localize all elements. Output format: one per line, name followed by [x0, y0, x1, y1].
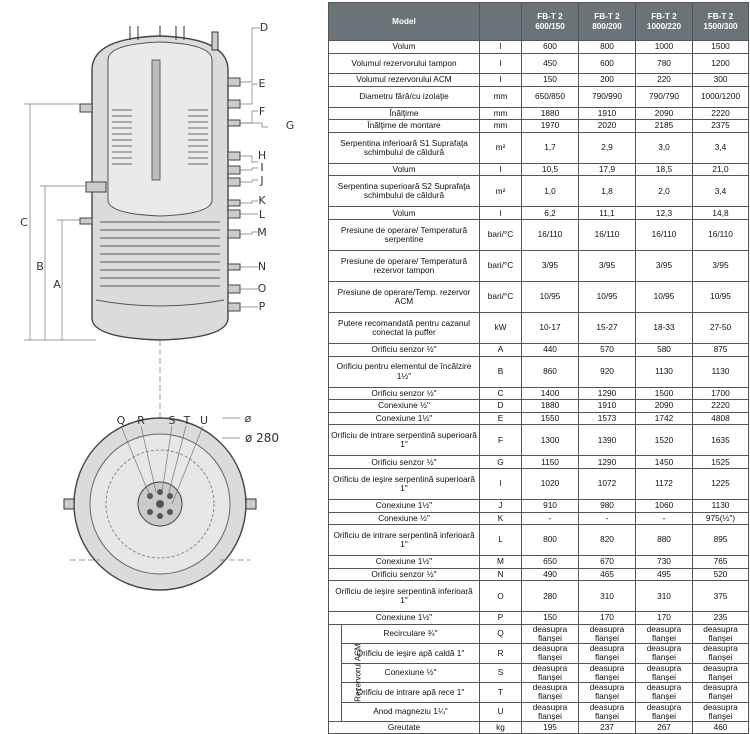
acm-row-unit: U: [480, 702, 522, 721]
acm-group-title: Rezervorul ACM: [353, 643, 363, 703]
acm-row-value: deasupra flanşei: [579, 644, 636, 663]
row-value: 10,5: [522, 163, 579, 176]
row-value: 570: [579, 343, 636, 356]
table-row: [329, 281, 749, 312]
row-label: Orificiu de intrare serpentină superioară 1": [329, 425, 480, 456]
table-row: [329, 412, 749, 425]
row-value: 670: [579, 556, 636, 569]
row-value: 800: [522, 525, 579, 556]
row-unit: C: [480, 387, 522, 400]
row-value: 1390: [579, 425, 636, 456]
acm-table-row: [329, 644, 749, 663]
row-value: 2185: [636, 120, 693, 133]
acm-row-label: Conexiune ½": [342, 663, 480, 682]
header-col-2: FB-T 2 800/200: [579, 3, 636, 41]
weight-label: Greutate: [329, 721, 480, 733]
row-value: 170: [636, 612, 693, 625]
row-label: Orificiu de ieşire serpentină superioară 1": [329, 468, 480, 499]
row-value: 14,8: [693, 207, 749, 220]
row-unit: l: [480, 41, 522, 54]
acm-row-unit: Q: [480, 624, 522, 643]
row-label: Diametru fără/cu izolaţie: [329, 86, 480, 107]
row-value: 440: [522, 343, 579, 356]
row-value: 310: [636, 581, 693, 612]
row-label: Orificiu de ieşire serpentină inferioară 1": [329, 581, 480, 612]
row-unit: G: [480, 456, 522, 469]
header-col-1: FB-T 2 600/150: [522, 3, 579, 41]
row-value: 300: [693, 74, 749, 87]
row-label: Presiune de operare/ Temperatură rezervor tampon: [329, 250, 480, 281]
row-label: Conexiune 1½": [329, 499, 480, 512]
tank-drawing-svg: [0, 0, 328, 612]
row-value: 6,2: [522, 207, 579, 220]
top-label-Q: Q: [116, 414, 126, 427]
row-value: 220: [636, 74, 693, 87]
weight-value: 267: [636, 721, 693, 733]
label-N: N: [257, 260, 267, 273]
acm-row-value: deasupra flanşei: [522, 644, 579, 663]
row-value: 2,9: [579, 132, 636, 163]
row-value: 1500: [693, 41, 749, 54]
row-label: Volum: [329, 41, 480, 54]
acm-row-label: Orificiu de intrare apă rece 1": [342, 683, 480, 702]
row-unit: bari/°C: [480, 281, 522, 312]
row-value: 1880: [522, 400, 579, 413]
row-label: Presiune de operare/ Temperatură serpentine: [329, 219, 480, 250]
row-label: Volumul rezervorului ACM: [329, 74, 480, 87]
top-label-S: S: [168, 414, 176, 427]
row-value: 15-27: [579, 312, 636, 343]
row-unit: B: [480, 356, 522, 387]
row-value: 1020: [522, 468, 579, 499]
diameter-label: ø: [244, 412, 252, 425]
row-value: 980: [579, 499, 636, 512]
row-value: -: [579, 512, 636, 525]
table-row: [329, 120, 749, 133]
row-value: 16/110: [636, 219, 693, 250]
row-value: 490: [522, 568, 579, 581]
row-value: 1742: [636, 412, 693, 425]
row-unit: F: [480, 425, 522, 456]
row-value: 1550: [522, 412, 579, 425]
label-I: I: [260, 161, 264, 174]
table-row: [329, 512, 749, 525]
row-value: 1910: [579, 400, 636, 413]
row-value: 375: [693, 581, 749, 612]
row-label: Conexiune 1½": [329, 556, 480, 569]
table-row: [329, 400, 749, 413]
acm-table-row: [329, 663, 749, 682]
row-unit: mm: [480, 120, 522, 133]
row-unit: m²: [480, 132, 522, 163]
row-value: 150: [522, 74, 579, 87]
acm-row-value: deasupra flanşei: [693, 683, 749, 702]
row-value: 1450: [636, 456, 693, 469]
table-row: [329, 612, 749, 625]
row-value: 3/95: [636, 250, 693, 281]
header-unit: [480, 3, 522, 41]
row-value: 790/790: [636, 86, 693, 107]
row-value: 880: [636, 525, 693, 556]
acm-row-value: deasupra flanşei: [693, 663, 749, 682]
row-unit: bari/°C: [480, 250, 522, 281]
diameter-280-label: ø 280: [244, 431, 280, 445]
row-value: 1200: [693, 53, 749, 74]
label-H: H: [257, 149, 267, 162]
row-label: Înălţime de montare: [329, 120, 480, 133]
row-value: 465: [579, 568, 636, 581]
spec-table: [328, 2, 749, 734]
label-K: K: [258, 194, 266, 207]
row-label: Conexiune ½": [329, 512, 480, 525]
dim-label-C: C: [20, 216, 28, 229]
acm-row-value: deasupra flanşei: [693, 644, 749, 663]
acm-row-value: deasupra flanşei: [636, 683, 693, 702]
row-value: 1172: [636, 468, 693, 499]
row-unit: mm: [480, 107, 522, 120]
row-label: Orificiu senzor ½": [329, 568, 480, 581]
table-row: [329, 53, 749, 74]
row-value: 1225: [693, 468, 749, 499]
table-row: [329, 387, 749, 400]
row-value: 18,5: [636, 163, 693, 176]
row-value: 21,0: [693, 163, 749, 176]
row-value: 150: [522, 612, 579, 625]
row-value: 16/110: [693, 219, 749, 250]
acm-row-unit: T: [480, 683, 522, 702]
acm-row-value: deasupra flanşei: [522, 624, 579, 643]
weight-unit: kg: [480, 721, 522, 733]
row-value: 875: [693, 343, 749, 356]
row-value: 3,0: [636, 132, 693, 163]
row-label: Volum: [329, 207, 480, 220]
acm-row-value: deasupra flanşei: [693, 624, 749, 643]
row-value: 200: [579, 74, 636, 87]
row-value: 2375: [693, 120, 749, 133]
table-row: [329, 525, 749, 556]
row-unit: K: [480, 512, 522, 525]
row-value: 1970: [522, 120, 579, 133]
label-D: D: [259, 21, 269, 34]
table-row: [329, 568, 749, 581]
row-unit: I: [480, 468, 522, 499]
table-row: [329, 163, 749, 176]
row-value: 780: [636, 53, 693, 74]
table-row: [329, 132, 749, 163]
row-value: 2,0: [636, 176, 693, 207]
table-row: [329, 86, 749, 107]
row-value: 10/95: [693, 281, 749, 312]
row-value: 16/110: [522, 219, 579, 250]
row-label: Orificiu senzor ½": [329, 387, 480, 400]
acm-row-value: deasupra flanşei: [579, 624, 636, 643]
top-label-U: U: [199, 414, 209, 427]
row-value: 1290: [579, 387, 636, 400]
label-G: G: [285, 119, 295, 132]
row-value: 450: [522, 53, 579, 74]
row-value: 235: [693, 612, 749, 625]
row-value: 600: [522, 41, 579, 54]
row-value: 1300: [522, 425, 579, 456]
row-value: 580: [636, 343, 693, 356]
table-row: [329, 425, 749, 456]
row-unit: P: [480, 612, 522, 625]
row-value: 1150: [522, 456, 579, 469]
row-value: 2220: [693, 400, 749, 413]
row-label: Serpentina superioară S2 Suprafaţa schimbului de căldură: [329, 176, 480, 207]
row-value: 1000/1200: [693, 86, 749, 107]
row-label: Orificiu senzor ½": [329, 343, 480, 356]
table-header-row: [329, 3, 749, 41]
row-value: 1400: [522, 387, 579, 400]
row-unit: l: [480, 74, 522, 87]
row-value: 4808: [693, 412, 749, 425]
row-value: 1060: [636, 499, 693, 512]
row-value: 10/95: [522, 281, 579, 312]
row-unit: J: [480, 499, 522, 512]
row-value: 1,8: [579, 176, 636, 207]
row-value: 3,4: [693, 176, 749, 207]
row-label: Presiune de operare/Temp. rezervor ACM: [329, 281, 480, 312]
row-unit: M: [480, 556, 522, 569]
row-value: 650: [522, 556, 579, 569]
row-label: Volumul rezervorului tampon: [329, 53, 480, 74]
label-O: O: [257, 282, 267, 295]
row-value: 3,4: [693, 132, 749, 163]
row-value: 18-33: [636, 312, 693, 343]
acm-row-label: Recirculare ¾": [342, 624, 480, 643]
row-label: Conexiune 1½": [329, 612, 480, 625]
row-label: Putere recomandată pentru cazanul conectat la puffer: [329, 312, 480, 343]
header-model: Model: [329, 3, 480, 41]
row-value: 495: [636, 568, 693, 581]
row-value: 1130: [693, 499, 749, 512]
label-F: F: [258, 105, 266, 118]
label-P: P: [258, 300, 266, 313]
row-unit: l: [480, 207, 522, 220]
row-unit: l: [480, 53, 522, 74]
row-value: 12,3: [636, 207, 693, 220]
row-value: 1,0: [522, 176, 579, 207]
acm-row-unit: R: [480, 644, 522, 663]
tank-technical-drawing: [0, 0, 328, 612]
row-unit: l: [480, 163, 522, 176]
row-label: Serpentina inferioară S1 Suprafaţa schimbului de căldură: [329, 132, 480, 163]
row-value: -: [636, 512, 693, 525]
row-label: Volum: [329, 163, 480, 176]
table-row: [329, 74, 749, 87]
table-row: [329, 456, 749, 469]
row-value: -: [522, 512, 579, 525]
row-label: Conexiune 1½": [329, 412, 480, 425]
row-unit: A: [480, 343, 522, 356]
label-J: J: [260, 174, 264, 187]
table-row: [329, 250, 749, 281]
row-value: 2220: [693, 107, 749, 120]
row-value: 10-17: [522, 312, 579, 343]
top-label-T: T: [183, 414, 191, 427]
table-row: [329, 468, 749, 499]
row-value: 11,1: [579, 207, 636, 220]
table-row: [329, 207, 749, 220]
table-row: [329, 312, 749, 343]
acm-row-unit: S: [480, 663, 522, 682]
row-value: 1635: [693, 425, 749, 456]
acm-row-value: deasupra flanşei: [522, 663, 579, 682]
row-value: 1130: [693, 356, 749, 387]
row-value: 800: [579, 41, 636, 54]
acm-row-value: deasupra flanşei: [636, 644, 693, 663]
row-value: 17,9: [579, 163, 636, 176]
header-col-3: FB-T 2 1000/220: [636, 3, 693, 41]
row-value: 10/95: [636, 281, 693, 312]
header-col-4: FB-T 2 1500/300: [693, 3, 749, 41]
row-value: 820: [579, 525, 636, 556]
weight-value: 460: [693, 721, 749, 733]
row-value: 920: [579, 356, 636, 387]
row-value: 3/95: [522, 250, 579, 281]
table-row: [329, 499, 749, 512]
row-value: 3/95: [693, 250, 749, 281]
acm-group-label: [329, 624, 363, 721]
row-unit: kW: [480, 312, 522, 343]
label-M: M: [257, 226, 267, 239]
row-value: 1500: [636, 387, 693, 400]
row-value: 310: [579, 581, 636, 612]
row-value: 1700: [693, 387, 749, 400]
row-value: 1573: [579, 412, 636, 425]
table-row: [329, 343, 749, 356]
dim-label-B: B: [36, 260, 44, 273]
row-unit: O: [480, 581, 522, 612]
row-value: 10/95: [579, 281, 636, 312]
dim-label-A: A: [53, 278, 61, 291]
row-unit: bari/°C: [480, 219, 522, 250]
acm-row-label: Orificiu de ieşire apă caldă 1": [342, 644, 480, 663]
acm-row-value: deasupra flanşei: [636, 624, 693, 643]
acm-row-value: deasupra flanşei: [579, 702, 636, 721]
acm-row-value: deasupra flanşei: [522, 702, 579, 721]
weight-value: 237: [579, 721, 636, 733]
row-value: 600: [579, 53, 636, 74]
row-value: 765: [693, 556, 749, 569]
acm-row-value: deasupra flanşei: [579, 663, 636, 682]
acm-row-value: deasupra flanşei: [579, 683, 636, 702]
row-value: 860: [522, 356, 579, 387]
row-value: 1072: [579, 468, 636, 499]
row-label: Orificiu senzor ½": [329, 456, 480, 469]
row-value: 790/990: [579, 86, 636, 107]
acm-row-value: deasupra flanşei: [693, 702, 749, 721]
table-row: [329, 219, 749, 250]
acm-row-label: Anod magneziu 1¼": [342, 702, 480, 721]
row-unit: D: [480, 400, 522, 413]
row-value: 27-50: [693, 312, 749, 343]
acm-table-row: [329, 702, 749, 721]
table-row: [329, 581, 749, 612]
table-row: [329, 176, 749, 207]
row-value: 16/110: [579, 219, 636, 250]
row-value: 1130: [636, 356, 693, 387]
row-label: Orificiu pentru elementul de încălzire 1½": [329, 356, 480, 387]
row-value: 2020: [579, 120, 636, 133]
weight-value: 195: [522, 721, 579, 733]
row-value: 910: [522, 499, 579, 512]
table-row: [329, 41, 749, 54]
acm-row-value: deasupra flanşei: [522, 683, 579, 702]
row-value: 975(½"): [693, 512, 749, 525]
row-unit: E: [480, 412, 522, 425]
top-label-R: R: [137, 414, 145, 427]
acm-row-value: deasupra flanşei: [636, 702, 693, 721]
row-value: 650/850: [522, 86, 579, 107]
row-value: 170: [579, 612, 636, 625]
row-label: Conexiune ½": [329, 400, 480, 413]
weight-row: [329, 721, 749, 733]
row-unit: m²: [480, 176, 522, 207]
row-value: 3/95: [579, 250, 636, 281]
row-value: 1910: [579, 107, 636, 120]
row-value: 280: [522, 581, 579, 612]
row-value: 1290: [579, 456, 636, 469]
row-value: 2090: [636, 107, 693, 120]
row-value: 1,7: [522, 132, 579, 163]
spec-table-body: [329, 41, 749, 734]
row-value: 1880: [522, 107, 579, 120]
row-value: 520: [693, 568, 749, 581]
row-value: 1520: [636, 425, 693, 456]
acm-table-row: [329, 683, 749, 702]
row-unit: mm: [480, 86, 522, 107]
table-row: [329, 107, 749, 120]
row-label: Orificiu de intrare serpentină inferioară 1": [329, 525, 480, 556]
row-unit: N: [480, 568, 522, 581]
row-value: 730: [636, 556, 693, 569]
row-value: 1525: [693, 456, 749, 469]
row-value: 2090: [636, 400, 693, 413]
table-row: [329, 556, 749, 569]
row-value: 1000: [636, 41, 693, 54]
acm-table-row: [329, 624, 749, 643]
table-row: [329, 356, 749, 387]
row-unit: L: [480, 525, 522, 556]
acm-row-value: deasupra flanşei: [636, 663, 693, 682]
label-E: E: [258, 77, 266, 90]
label-L: L: [258, 208, 266, 221]
row-label: Înălţime: [329, 107, 480, 120]
row-value: 895: [693, 525, 749, 556]
